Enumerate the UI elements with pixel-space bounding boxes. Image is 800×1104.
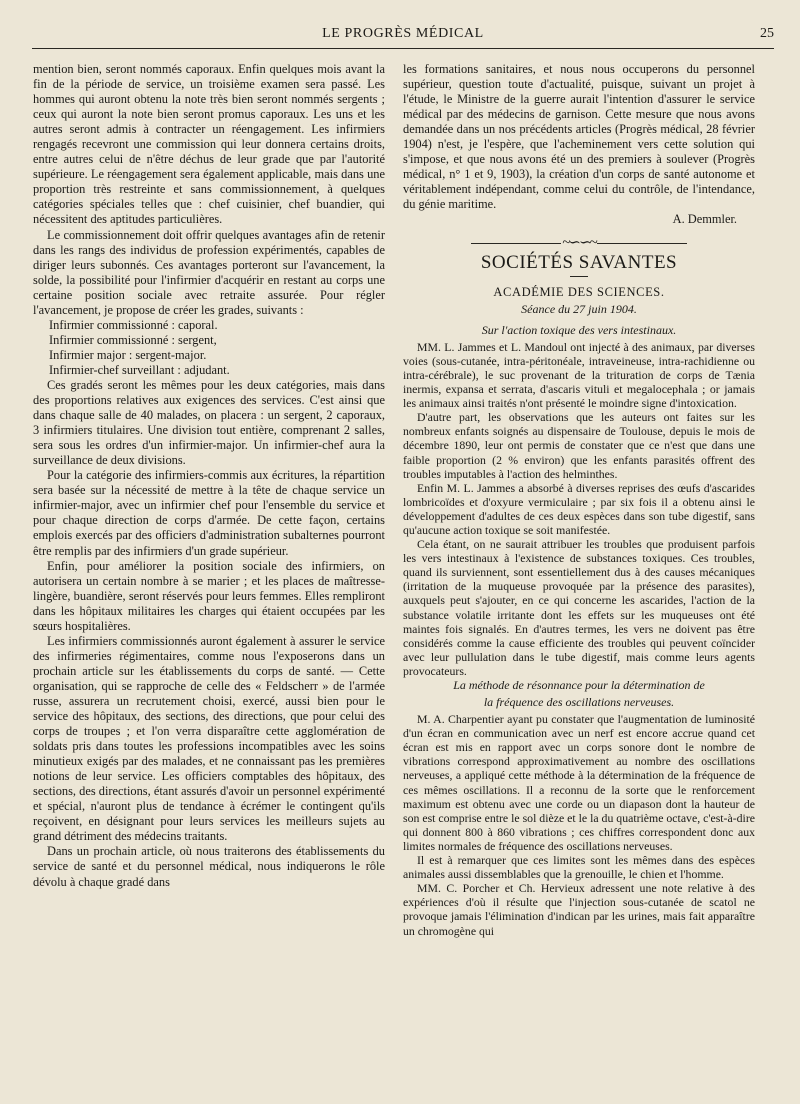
author-signature: A. Demmler. [672, 212, 737, 227]
ornament-flourish: ~∽∽~ [562, 234, 596, 251]
paragraph: les formations sanitaires, et nous nous occuperons du personnel supérieur, question toute d'actualité, puisque, suivant un projet à l'étude, le Ministre de la guerre aurait l'intention d'assurer le service médical par des médecins de garnison. Cette mesure que nous avons demandée dans un nos précédents articles (Progrès médical, 28 février 1904) n'est, je l'espère, que l'acheminement vers cette solution qui s'impose, et que nous avons été un des premiers à soulever (Progrès médical, n° 1 et 9, 1903), la création d'un corps de santé autonome et véritablement indépendant, comme celui du contrôle, de l'intendance, du génie maritime. [403, 62, 755, 212]
grade-item: Infirmier commissionné : sergent, [49, 332, 217, 347]
paragraph: Il est à remarquer que ces limites sont les mêmes dans des espèces animales aussi dissemblables que la grenouille, le chien et l'homme. [403, 853, 755, 882]
academy-heading: ACADÉMIE DES SCIENCES. [493, 284, 665, 299]
paragraph: MM. L. Jammes et L. Mandoul ont injecté à des animaux, par diverses voies (sous-cutanée, intra-péritonéale, intraveineuse, intra-rachidienne ou intra-cérébrale), le suc provenant de la trituration de corps de Tænia inermis, expansa et serrata, d'ascaris vituli et megalocephala ; or jamais les animaux ainsi traités n'ont présenté le moindre signe d'intoxication. [403, 339, 755, 411]
grade-item: Infirmier commissionné : caporal. [49, 317, 218, 332]
running-header [32, 26, 774, 46]
paragraph: Cela étant, on ne saurait attribuer les troubles que produisent parfois les vers intestinaux à l'existence de substances toxiques. Ces troubles, quand ils surviennent, sont essentiellement dus à des causes mécaniques (irritation de la muqueuse provoquée par la présence des parasites), auxquels peut s'ajouter, en ce qui concerne les ascarides, l'action de la substance volatile irritante dont les effets sur les muqueuses ont été maintes fois signalés. En d'autres termes, les vers ne doivent pas être considérés comme la cause efficiente des troubles qui peuvent coïncider avec leur pullulation dans le tube digestif, mais comme leurs agents provocateurs. [403, 537, 755, 678]
journal-title: LE PROGRÈS MÉDICAL [322, 26, 484, 41]
section-title: SOCIÉTÉS SAVANTES [480, 251, 678, 273]
paragraph: MM. C. Porcher et Ch. Hervieux adressent une note relative à des expériences d'où il résulte que l'injection sous-cutanée de scatol ne provoque jamais l'élimination d'indican par les urines, mais fait apparaître un chromogène qui [403, 881, 755, 938]
grade-item: Infirmier major : sergent-major. [49, 347, 207, 362]
paragraph: Enfin M. L. Jammes a absorbé à diverses reprises des œufs d'ascarides lombricoïdes et d'oxyure vermiculaire ; par six fois il a obtenu ainsi le développement d'adultes de ces deux espèces dans son tube digestif, sans qu'aucune action toxique se soit manifestée. [403, 480, 755, 537]
section-ornament [403, 236, 755, 251]
section-title-rule [570, 276, 588, 277]
paragraph: D'autre part, les observations que les auteurs ont faites sur les nombreux enfants soignés au dispensaire de Toulouse, depuis le mois de décembre 1890, leur ont permis de constater que ce n'est que dans une faible proportion (2 % environ) que les enfants parasités offrent des troubles imputables à l'action des helminthes. [403, 410, 755, 481]
paragraph: Dans un prochain article, où nous traiterons des établissements du service de santé et du personnel médical, nous indiquerons le rôle dévolu à chaque gradé dans [33, 844, 385, 889]
paragraph: Pour la catégorie des infirmiers-commis aux écritures, la répartition sera basée sur la nécessité de mettre à la tête de chaque service un infirmier-major, avec un infirmier chef pour l'ensemble du service et pour chaque direction de corps d'armée. De cette façon, certains emplois exercés par des officiers d'administration subalternes pourront être remplis par des infirmiers d'un grade supérieur. [33, 468, 385, 558]
paragraph: Enfin, pour améliorer la position sociale des infirmiers, on autorisera un certain nombre à se marier ; et les places de maîtresse-lingère, buandière, seront réservés pour leurs femmes. Elles rempliront dans les hôpitaux militaires les charges qui étaient occupées par les sœurs hospitalières. [33, 558, 385, 633]
grade-item: Infirmier-chef surveillant : adjudant. [49, 362, 230, 377]
ornament-rule-left [471, 243, 561, 244]
right-column [403, 62, 755, 938]
topic-title: La méthode de résonnance pour la détermination de [453, 678, 705, 692]
paragraph: mention bien, seront nommés caporaux. Enfin quelques mois avant la fin de la période de service, un troisième examen sera passé. Les hommes qui auront obtenu la note très bien seront nommés sergents ; ceux qui auront la note bien seront promus caporaux. Les uns et les autres seront admis à contracter un réengagement. Les infirmiers rengagés recevront une commission qui leur donnera certains droits, entre autres celui de n'être déchus de leur grade que par l'autorité supérieure. Le réengagement sera également applicable, mais dans une proportion très restreinte et sans commissionnement, à quelques catégories spéciales telles que : chef cuisinier, chef buandier, qui nécessitent des aptitudes particulières. [33, 62, 385, 227]
ornament-rule-right [597, 243, 687, 244]
topic-title: Sur l'action toxique des vers intestinaux. [481, 322, 677, 337]
left-column [33, 62, 385, 890]
paragraph: Les infirmiers commissionnés auront également à assurer le service des infirmeries régimentaires, comme nous l'exposerons dans un prochain article sur les établissements du corps de santé. — Cette organisation, qui se rapproche de celle des « Feldscherr » de l'armée russe, assurera un recrutement choisi, exercé, aussi bien pour le service des hôpitaux, des sections, des directions, que pour celui des corps de troupes ; et l'on verra disparaître cette agglomération de soldats pris dans toutes les professions incompatibles avec les soins minutieux exigés par des malades, et ne connaissant pas les premières notions de leur service. Les officiers comptables des hôpitaux, des sections, des directions, étant assurés d'avoir un personnel expérimenté et spécial, n'auront plus de tendance à écrémer le contingent qu'ils reçoivent, en désignant pour leurs services les meilleurs sujets au grand détriment des médecins traitants. [33, 633, 385, 844]
seance-date: Séance du 27 juin 1904. [521, 301, 637, 316]
paragraph: M. A. Charpentier ayant pu constater que l'augmentation de luminosité d'un écran en communication avec un nerf est encore accrue quand cet écran est mis en rapport avec un corps sonore dont le nombre de vibrations correspond approximativement au nombre des oscillations nerveuses, a appliqué cette méthode à la détermination de la fréquence de ces mêmes oscillations. Il a reconnu de la sorte que le renforcement maximum est obtenu avec une corde ou un diapason dont la hauteur de son est comprise entre le sol dièze et le la du quatrième octave, c'est-à-dire qui donnent 800 à 860 vibrations ; ces chiffres correspondent donc aux limites normales de fréquence des oscillations nerveuses. [403, 712, 755, 853]
header-rule [32, 48, 774, 49]
paragraph: Ces gradés seront les mêmes pour les deux catégories, mais dans des proportions relatives aux exigences des services. C'est ainsi que dans chaque salle de 40 malades, on placera : un sergent, 2 caporaux, 3 infirmiers titulaires. Une division tout entière, comprenant 2 salles, sera sous les ordres d'un infirmier-major. Un infirmier-chef aura la surveillance de deux divisions. [33, 377, 385, 468]
page-number: 25 [760, 26, 774, 41]
topic-title: la fréquence des oscillations nerveuses. [483, 695, 675, 710]
paragraph: Le commissionnement doit offrir quelques avantages afin de retenir dans les rangs des individus de profession expérimentés, capables de diriger leurs subonnés. Ces avantages porteront sur l'avancement, la solde, la possibilité pour l'infirmier d'acquérir en restant au corps une certaine position sociale avec retraite assurée. Pour régler l'avancement, je propose de créer les grades, suivants : [33, 227, 385, 317]
